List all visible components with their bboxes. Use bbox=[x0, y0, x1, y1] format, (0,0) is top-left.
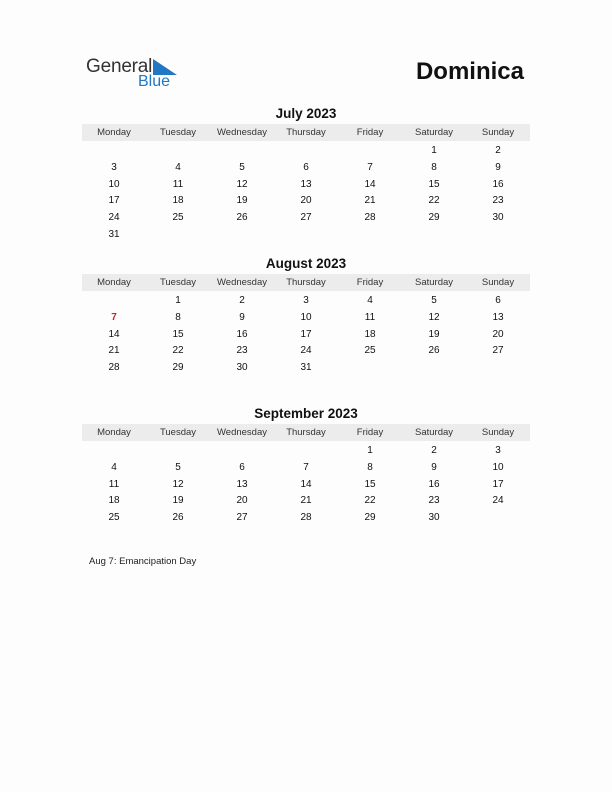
date-cell: 15 bbox=[428, 178, 440, 190]
date-cell bbox=[210, 227, 274, 244]
date-cell: 20 bbox=[236, 495, 248, 507]
week-row bbox=[82, 443, 530, 460]
month-title: July 2023 bbox=[275, 106, 337, 121]
date-cell: 16 bbox=[492, 178, 504, 190]
date-cell bbox=[338, 143, 402, 160]
date-cell: 14 bbox=[108, 328, 120, 340]
date-cell bbox=[274, 143, 338, 160]
date-cell bbox=[338, 227, 402, 244]
date-cell: 9 bbox=[495, 161, 501, 173]
weekday-label: Friday bbox=[356, 277, 384, 288]
date-cell: 25 bbox=[108, 512, 120, 524]
date-cell: 5 bbox=[431, 295, 437, 306]
date-cell: 23 bbox=[236, 345, 248, 357]
date-cell: 16 bbox=[428, 478, 440, 490]
weekday-label: Sunday bbox=[481, 427, 515, 438]
date-cell: 24 bbox=[108, 212, 120, 224]
date-cell: 31 bbox=[300, 362, 312, 374]
date-cell bbox=[146, 143, 210, 160]
weekday-label: Tuesday bbox=[159, 427, 197, 438]
date-cell: 17 bbox=[108, 195, 120, 207]
date-cell bbox=[338, 360, 402, 377]
country-title: Dominica bbox=[415, 58, 524, 85]
week-row bbox=[82, 510, 530, 527]
date-cell: 4 bbox=[367, 295, 373, 306]
month-block bbox=[82, 405, 530, 527]
weekday-label: Sunday bbox=[481, 127, 515, 138]
date-cell: 24 bbox=[300, 345, 312, 357]
date-cell: 11 bbox=[364, 311, 376, 323]
weekday-label: Monday bbox=[97, 427, 131, 438]
date-cell: 16 bbox=[236, 328, 248, 340]
date-cell: 2 bbox=[495, 145, 501, 156]
weekday-label: Saturday bbox=[414, 277, 454, 288]
week-row bbox=[82, 477, 530, 494]
date-cell: 4 bbox=[175, 161, 181, 173]
date-cell: 3 bbox=[495, 445, 501, 456]
date-cell: 1 bbox=[431, 145, 437, 156]
date-cell: 17 bbox=[492, 478, 504, 490]
date-cell: 8 bbox=[431, 161, 437, 173]
weekday-label: Thursday bbox=[286, 127, 326, 138]
date-cell bbox=[82, 143, 146, 160]
weekday-header bbox=[82, 424, 530, 441]
date-cell: 1 bbox=[175, 295, 181, 306]
weeks-grid bbox=[82, 291, 530, 377]
week-row bbox=[82, 193, 530, 210]
date-cell: 13 bbox=[300, 178, 312, 190]
date-cell bbox=[274, 227, 338, 244]
date-cell: 19 bbox=[428, 328, 440, 340]
logo-text-blue: Blue bbox=[138, 73, 171, 90]
date-cell: 28 bbox=[364, 212, 376, 224]
date-cell: 29 bbox=[428, 212, 440, 224]
date-cell bbox=[146, 443, 210, 460]
weekday-label: Saturday bbox=[414, 427, 454, 438]
date-cell: 3 bbox=[303, 295, 309, 306]
date-cell: 12 bbox=[172, 478, 184, 490]
date-cell: 7 bbox=[303, 461, 309, 473]
week-row bbox=[82, 160, 530, 177]
weekday-label: Tuesday bbox=[159, 277, 197, 288]
date-cell: 25 bbox=[172, 212, 184, 224]
date-cell: 26 bbox=[172, 512, 184, 524]
date-cell: 10 bbox=[108, 178, 120, 190]
date-cell: 25 bbox=[364, 345, 376, 357]
weeks-grid bbox=[82, 141, 530, 244]
weekday-label: Sunday bbox=[481, 277, 515, 288]
date-cell: 26 bbox=[236, 212, 248, 224]
logo-text-general: General bbox=[86, 56, 153, 77]
date-cell bbox=[82, 443, 146, 460]
date-cell bbox=[146, 227, 210, 244]
date-cell bbox=[210, 143, 274, 160]
date-cell: 22 bbox=[364, 495, 376, 507]
date-cell: 26 bbox=[428, 345, 440, 357]
date-cell bbox=[402, 227, 466, 244]
date-cell: 3 bbox=[111, 161, 117, 173]
date-cell: 8 bbox=[175, 311, 181, 323]
date-cell: 4 bbox=[111, 461, 117, 473]
date-cell: 13 bbox=[492, 311, 504, 323]
date-cell: 8 bbox=[367, 461, 373, 473]
date-cell: 18 bbox=[364, 328, 376, 340]
date-cell: 2 bbox=[239, 295, 245, 306]
date-cell bbox=[210, 443, 274, 460]
date-cell: 5 bbox=[175, 461, 181, 473]
month-block bbox=[82, 255, 530, 377]
week-row bbox=[82, 343, 530, 360]
date-cell: 5 bbox=[239, 161, 245, 173]
date-cell: 6 bbox=[495, 295, 501, 306]
date-cell: 14 bbox=[364, 178, 376, 190]
date-cell: 21 bbox=[108, 345, 120, 357]
date-cell: 27 bbox=[236, 512, 248, 524]
date-cell: 2 bbox=[431, 445, 437, 456]
weekday-label: Wednesday bbox=[217, 277, 267, 288]
date-cell: 23 bbox=[492, 195, 504, 207]
date-cell: 18 bbox=[172, 195, 184, 207]
weekday-label: Wednesday bbox=[217, 427, 267, 438]
week-row bbox=[82, 227, 530, 244]
weekday-label: Tuesday bbox=[159, 127, 197, 138]
month-title: August 2023 bbox=[265, 256, 347, 271]
date-cell: 19 bbox=[236, 195, 248, 207]
date-cell: 18 bbox=[108, 495, 120, 507]
date-cell bbox=[466, 510, 530, 527]
date-cell: 29 bbox=[364, 512, 376, 524]
week-row bbox=[82, 177, 530, 194]
weekday-label: Friday bbox=[356, 127, 384, 138]
date-cell: 21 bbox=[300, 495, 312, 507]
date-cell: 6 bbox=[303, 161, 309, 173]
date-cell bbox=[402, 360, 466, 377]
date-cell: 28 bbox=[300, 512, 312, 524]
weekday-header bbox=[82, 124, 530, 141]
weekday-label: Monday bbox=[97, 277, 131, 288]
week-row bbox=[82, 210, 530, 227]
date-cell: 30 bbox=[236, 362, 248, 374]
date-cell: 13 bbox=[236, 478, 248, 490]
week-row bbox=[82, 327, 530, 344]
week-row bbox=[82, 360, 530, 377]
date-cell: 19 bbox=[172, 495, 184, 507]
date-cell: 11 bbox=[108, 478, 120, 490]
week-row bbox=[82, 460, 530, 477]
date-cell: 15 bbox=[172, 328, 184, 340]
weekday-label: Saturday bbox=[414, 127, 454, 138]
date-cell: 15 bbox=[364, 478, 376, 490]
date-cell: 30 bbox=[492, 212, 504, 224]
date-cell: 7 bbox=[367, 161, 373, 173]
date-cell: 29 bbox=[172, 362, 184, 374]
date-cell: 1 bbox=[367, 445, 373, 456]
date-cell: 22 bbox=[428, 195, 440, 207]
date-cell: 12 bbox=[236, 178, 248, 190]
date-cell: 6 bbox=[239, 461, 245, 473]
date-cell: 10 bbox=[492, 461, 504, 473]
date-cell bbox=[466, 360, 530, 377]
date-cell: 9 bbox=[431, 461, 437, 473]
date-cell: 12 bbox=[428, 311, 440, 323]
weekday-label: Monday bbox=[97, 127, 131, 138]
holiday-date-cell: 7 bbox=[111, 311, 117, 323]
week-row bbox=[82, 493, 530, 510]
weekday-label: Thursday bbox=[286, 427, 326, 438]
date-cell: 23 bbox=[428, 495, 440, 507]
weekday-label: Wednesday bbox=[217, 127, 267, 138]
date-cell: 11 bbox=[172, 178, 184, 190]
brand-logo bbox=[86, 56, 196, 96]
weekday-label: Thursday bbox=[286, 277, 326, 288]
date-cell: 17 bbox=[300, 328, 312, 340]
date-cell: 27 bbox=[492, 345, 504, 357]
date-cell bbox=[466, 227, 530, 244]
weeks-grid bbox=[82, 441, 530, 527]
date-cell: 10 bbox=[300, 311, 312, 323]
date-cell: 9 bbox=[239, 311, 245, 323]
weekday-label: Friday bbox=[356, 427, 384, 438]
date-cell: 20 bbox=[492, 328, 504, 340]
date-cell: 28 bbox=[108, 362, 120, 374]
month-block bbox=[82, 105, 530, 244]
date-cell: 22 bbox=[172, 345, 184, 357]
date-cell bbox=[82, 293, 146, 310]
date-cell: 21 bbox=[364, 195, 376, 207]
week-row bbox=[82, 143, 530, 160]
week-row bbox=[82, 293, 530, 310]
holiday-note: Aug 7: Emancipation Day bbox=[89, 556, 197, 567]
date-cell: 14 bbox=[300, 478, 312, 490]
date-cell bbox=[274, 443, 338, 460]
date-cell: 30 bbox=[428, 512, 440, 524]
week-row bbox=[82, 310, 530, 327]
date-cell: 20 bbox=[300, 195, 312, 207]
date-cell: 31 bbox=[108, 228, 120, 240]
date-cell: 24 bbox=[492, 495, 504, 507]
weekday-header bbox=[82, 274, 530, 291]
date-cell: 27 bbox=[300, 212, 312, 224]
month-title: September 2023 bbox=[254, 406, 358, 421]
